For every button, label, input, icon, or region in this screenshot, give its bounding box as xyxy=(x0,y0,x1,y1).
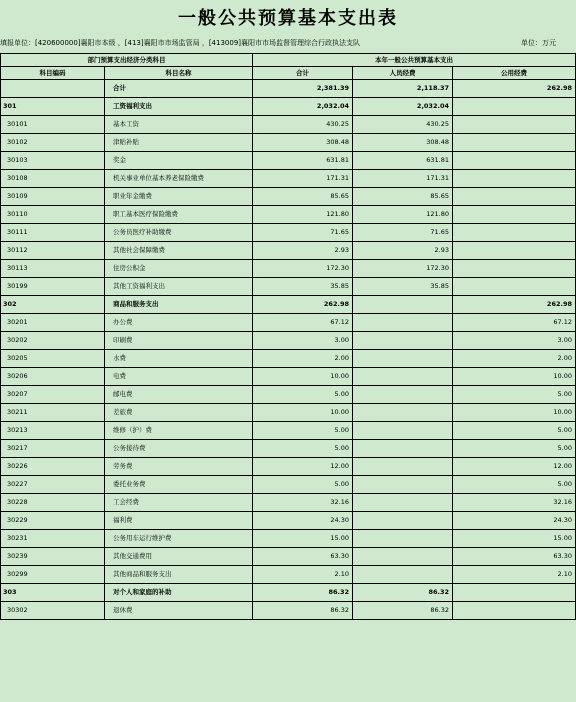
cell-personnel: 631.81 xyxy=(353,152,453,170)
table-row xyxy=(1,134,576,152)
cell-public xyxy=(453,278,576,296)
cell-name: 职工基本医疗保险缴费 xyxy=(105,206,253,224)
cell-total: 86.32 xyxy=(253,584,353,602)
cell-public: 15.00 xyxy=(453,530,576,548)
cell-public xyxy=(453,260,576,278)
cell-code: 30199 xyxy=(1,278,105,296)
cell-personnel: 121.80 xyxy=(353,206,453,224)
cell-code: 30231 xyxy=(1,530,105,548)
cell-name: 其他工资福利支出 xyxy=(105,278,253,296)
cell-code: 30108 xyxy=(1,170,105,188)
cell-public: 67.12 xyxy=(453,314,576,332)
table-row xyxy=(1,98,576,116)
cell-total: 5.00 xyxy=(253,440,353,458)
cell-name: 其他社会保障缴费 xyxy=(105,242,253,260)
cell-code: 303 xyxy=(1,584,105,602)
cell-code: 30102 xyxy=(1,134,105,152)
cell-total: 5.00 xyxy=(253,422,353,440)
cell-personnel: 86.32 xyxy=(353,602,453,620)
cell-public xyxy=(453,98,576,116)
cell-total: 86.32 xyxy=(253,602,353,620)
cell-code: 30217 xyxy=(1,440,105,458)
table-row xyxy=(1,566,576,584)
cell-public: 10.00 xyxy=(453,404,576,422)
table-row xyxy=(1,458,576,476)
cell-public: 5.00 xyxy=(453,440,576,458)
table-row xyxy=(1,116,576,134)
cell-code: 30109 xyxy=(1,188,105,206)
cell-name: 其他商品和服务支出 xyxy=(105,566,253,584)
cell-code: 302 xyxy=(1,296,105,314)
cell-personnel xyxy=(353,368,453,386)
table-row xyxy=(1,296,576,314)
cell-code: 30213 xyxy=(1,422,105,440)
cell-public xyxy=(453,134,576,152)
cell-total: 67.12 xyxy=(253,314,353,332)
cell-code: 30202 xyxy=(1,332,105,350)
cell-code: 30110 xyxy=(1,206,105,224)
header-group-left: 部门预算支出经济分类科目 xyxy=(1,54,253,67)
cell-public: 12.00 xyxy=(453,458,576,476)
cell-personnel xyxy=(353,332,453,350)
cell-name: 基本工资 xyxy=(105,116,253,134)
cell-total: 262.98 xyxy=(253,296,353,314)
cell-personnel: 2,118.37 xyxy=(353,80,453,98)
cell-name: 邮电费 xyxy=(105,386,253,404)
cell-personnel: 2.93 xyxy=(353,242,453,260)
cell-name: 公务接待费 xyxy=(105,440,253,458)
cell-total: 10.00 xyxy=(253,404,353,422)
cell-total: 2,032.04 xyxy=(253,98,353,116)
table-row xyxy=(1,80,576,98)
table-row xyxy=(1,152,576,170)
table-row xyxy=(1,188,576,206)
cell-personnel: 71.65 xyxy=(353,224,453,242)
cell-name: 商品和服务支出 xyxy=(105,296,253,314)
cell-total: 24.30 xyxy=(253,512,353,530)
cell-personnel: 308.48 xyxy=(353,134,453,152)
cell-personnel xyxy=(353,296,453,314)
cell-public xyxy=(453,584,576,602)
cell-personnel: 86.32 xyxy=(353,584,453,602)
cell-public: 63.30 xyxy=(453,548,576,566)
cell-personnel xyxy=(353,476,453,494)
cell-public: 5.00 xyxy=(453,386,576,404)
cell-code: 30299 xyxy=(1,566,105,584)
cell-name: 办公费 xyxy=(105,314,253,332)
cell-personnel: 171.31 xyxy=(353,170,453,188)
cell-public xyxy=(453,602,576,620)
cell-personnel xyxy=(353,440,453,458)
cell-personnel xyxy=(353,458,453,476)
cell-name: 奖金 xyxy=(105,152,253,170)
cell-public: 262.98 xyxy=(453,296,576,314)
cell-code: 30112 xyxy=(1,242,105,260)
cell-name: 差旅费 xyxy=(105,404,253,422)
cell-public: 2.10 xyxy=(453,566,576,584)
table-row xyxy=(1,548,576,566)
header-group-row xyxy=(1,54,576,67)
cell-code: 30101 xyxy=(1,116,105,134)
table-row xyxy=(1,404,576,422)
cell-code: 30211 xyxy=(1,404,105,422)
cell-name: 合计 xyxy=(105,80,253,98)
cell-personnel: 430.25 xyxy=(353,116,453,134)
cell-public xyxy=(453,206,576,224)
cell-personnel: 172.30 xyxy=(353,260,453,278)
cell-public: 5.00 xyxy=(453,476,576,494)
cell-personnel xyxy=(353,422,453,440)
cell-total: 12.00 xyxy=(253,458,353,476)
header-public: 公用经费 xyxy=(453,67,576,80)
cell-public xyxy=(453,224,576,242)
cell-name: 工会经费 xyxy=(105,494,253,512)
cell-public: 262.98 xyxy=(453,80,576,98)
cell-name: 劳务费 xyxy=(105,458,253,476)
cell-personnel xyxy=(353,386,453,404)
cell-code: 30201 xyxy=(1,314,105,332)
table-row xyxy=(1,224,576,242)
cell-total: 2,381.39 xyxy=(253,80,353,98)
header-total: 合计 xyxy=(253,67,353,80)
table-row xyxy=(1,494,576,512)
cell-total: 121.80 xyxy=(253,206,353,224)
cell-total: 35.85 xyxy=(253,278,353,296)
table-row xyxy=(1,602,576,620)
cell-name: 印刷费 xyxy=(105,332,253,350)
cell-name: 住房公积金 xyxy=(105,260,253,278)
cell-code: 30239 xyxy=(1,548,105,566)
cell-public xyxy=(453,152,576,170)
cell-total: 308.48 xyxy=(253,134,353,152)
table-row xyxy=(1,386,576,404)
table-row xyxy=(1,422,576,440)
cell-public xyxy=(453,188,576,206)
cell-name: 水费 xyxy=(105,350,253,368)
cell-personnel xyxy=(353,548,453,566)
cell-name: 退休费 xyxy=(105,602,253,620)
cell-personnel xyxy=(353,566,453,584)
header-group-right: 本年一般公共预算基本支出 xyxy=(253,54,576,67)
cell-total: 171.31 xyxy=(253,170,353,188)
header-name: 科目名称 xyxy=(105,67,253,80)
table-body xyxy=(1,80,576,620)
cell-name: 其他交通费用 xyxy=(105,548,253,566)
cell-code: 30103 xyxy=(1,152,105,170)
cell-public: 32.16 xyxy=(453,494,576,512)
cell-personnel xyxy=(353,512,453,530)
cell-public xyxy=(453,170,576,188)
cell-total: 32.16 xyxy=(253,494,353,512)
cell-personnel: 2,032.04 xyxy=(353,98,453,116)
cell-code: 30111 xyxy=(1,224,105,242)
table-row xyxy=(1,440,576,458)
cell-personnel xyxy=(353,314,453,332)
cell-total: 3.00 xyxy=(253,332,353,350)
cell-name: 津贴补贴 xyxy=(105,134,253,152)
cell-total: 2.10 xyxy=(253,566,353,584)
cell-public: 3.00 xyxy=(453,332,576,350)
table-row xyxy=(1,350,576,368)
table-row xyxy=(1,530,576,548)
table-row xyxy=(1,476,576,494)
table-row xyxy=(1,512,576,530)
cell-personnel xyxy=(353,404,453,422)
cell-name: 对个人和家庭的补助 xyxy=(105,584,253,602)
cell-personnel xyxy=(353,494,453,512)
header-code: 科目编码 xyxy=(1,67,105,80)
cell-public: 10.00 xyxy=(453,368,576,386)
cell-code: 30226 xyxy=(1,458,105,476)
cell-code: 30113 xyxy=(1,260,105,278)
cell-total: 63.30 xyxy=(253,548,353,566)
cell-personnel xyxy=(353,350,453,368)
cell-total: 10.00 xyxy=(253,368,353,386)
header-personnel: 人员经费 xyxy=(353,67,453,80)
table-row xyxy=(1,242,576,260)
filing-unit: 填报单位：[420600000]襄阳市本级 ，[413]襄阳市市场监管局 ，[413009]襄阳市市场监督管理综合行政执法支队 xyxy=(0,39,360,47)
cell-total: 5.00 xyxy=(253,386,353,404)
currency-unit: 单位：万元 xyxy=(521,39,556,47)
cell-code: 30229 xyxy=(1,512,105,530)
report-title: 一般公共预算基本支出表 xyxy=(178,8,398,29)
cell-code: 30207 xyxy=(1,386,105,404)
cell-code: 30205 xyxy=(1,350,105,368)
cell-public: 5.00 xyxy=(453,422,576,440)
cell-name: 福利费 xyxy=(105,512,253,530)
cell-total: 5.00 xyxy=(253,476,353,494)
table-row xyxy=(1,368,576,386)
table-row xyxy=(1,314,576,332)
cell-total: 2.93 xyxy=(253,242,353,260)
header-column-row xyxy=(1,67,576,80)
cell-total: 71.65 xyxy=(253,224,353,242)
expenditure-table xyxy=(0,53,576,620)
cell-code: 301 xyxy=(1,98,105,116)
cell-code: 30227 xyxy=(1,476,105,494)
table-row xyxy=(1,170,576,188)
table-row xyxy=(1,584,576,602)
cell-total: 2.00 xyxy=(253,350,353,368)
report-meta xyxy=(0,38,574,48)
cell-public: 24.30 xyxy=(453,512,576,530)
cell-personnel: 35.85 xyxy=(353,278,453,296)
cell-total: 15.00 xyxy=(253,530,353,548)
cell-public: 2.00 xyxy=(453,350,576,368)
cell-total: 172.30 xyxy=(253,260,353,278)
cell-total: 85.65 xyxy=(253,188,353,206)
cell-code: 30206 xyxy=(1,368,105,386)
table-row xyxy=(1,206,576,224)
cell-personnel: 85.65 xyxy=(353,188,453,206)
cell-code: 30228 xyxy=(1,494,105,512)
table-row xyxy=(1,332,576,350)
cell-name: 委托业务费 xyxy=(105,476,253,494)
table-row xyxy=(1,278,576,296)
cell-public xyxy=(453,116,576,134)
cell-name: 工资福利支出 xyxy=(105,98,253,116)
cell-code: 30302 xyxy=(1,602,105,620)
cell-total: 631.81 xyxy=(253,152,353,170)
table-row xyxy=(1,260,576,278)
cell-name: 职业年金缴费 xyxy=(105,188,253,206)
cell-total: 430.25 xyxy=(253,116,353,134)
cell-name: 电费 xyxy=(105,368,253,386)
cell-name: 维修（护）费 xyxy=(105,422,253,440)
cell-name: 公务用车运行维护费 xyxy=(105,530,253,548)
cell-code xyxy=(1,80,105,98)
cell-name: 机关事业单位基本养老保险缴费 xyxy=(105,170,253,188)
cell-personnel xyxy=(353,530,453,548)
cell-name: 公务员医疗补助缴费 xyxy=(105,224,253,242)
cell-public xyxy=(453,242,576,260)
